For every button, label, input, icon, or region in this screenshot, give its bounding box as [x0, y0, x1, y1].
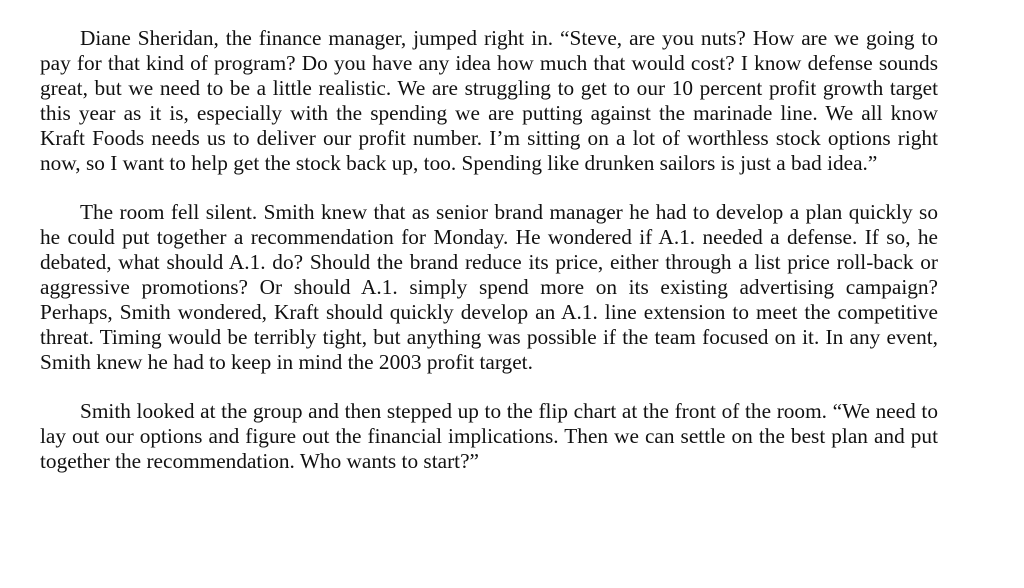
document-page: [40, 26, 938, 474]
paragraph-diane-sheridan: Diane Sheridan, the finance manager, jumped right in. “Steve, are you nuts? How are we going to pay for that kind of program? Do you have any idea how much that would cost? I know defense sounds great, but we need to be a little realistic. We are struggling to get to our 10 percent profit growth target this year as it is, especially with the spending we are putting against the marinade line. We all know Kraft Foods needs us to deliver our profit number. I’m sitting on a lot of worthless stock options right now, so I want to help get the stock back up, too. Spending like drunken sailors is just a bad idea.”: [40, 26, 938, 175]
paragraph-room-fell-silent: The room fell silent. Smith knew that as senior brand manager he had to develop a plan quickly so he could put together a recommendation for Monday. He wondered if A.1. needed a defense. If so, he debated, what should A.1. do? Should the brand reduce its price, either through a list price roll-back or aggressive promotions? Or should A.1. simply spend more on its existing advertising campaign? Perhaps, Smith wondered, Kraft should quickly develop an A.1. line extension to meet the competitive threat. Timing would be terribly tight, but anything was possible if the team focused on it. In any event, Smith knew he had to keep in mind the 2003 profit target.: [40, 200, 938, 374]
paragraph-flip-chart: Smith looked at the group and then stepped up to the flip chart at the front of the room. “We need to lay out our options and figure out the financial implications. Then we can settle on the best plan and put together the recommendation. Who wants to start?”: [40, 399, 938, 473]
